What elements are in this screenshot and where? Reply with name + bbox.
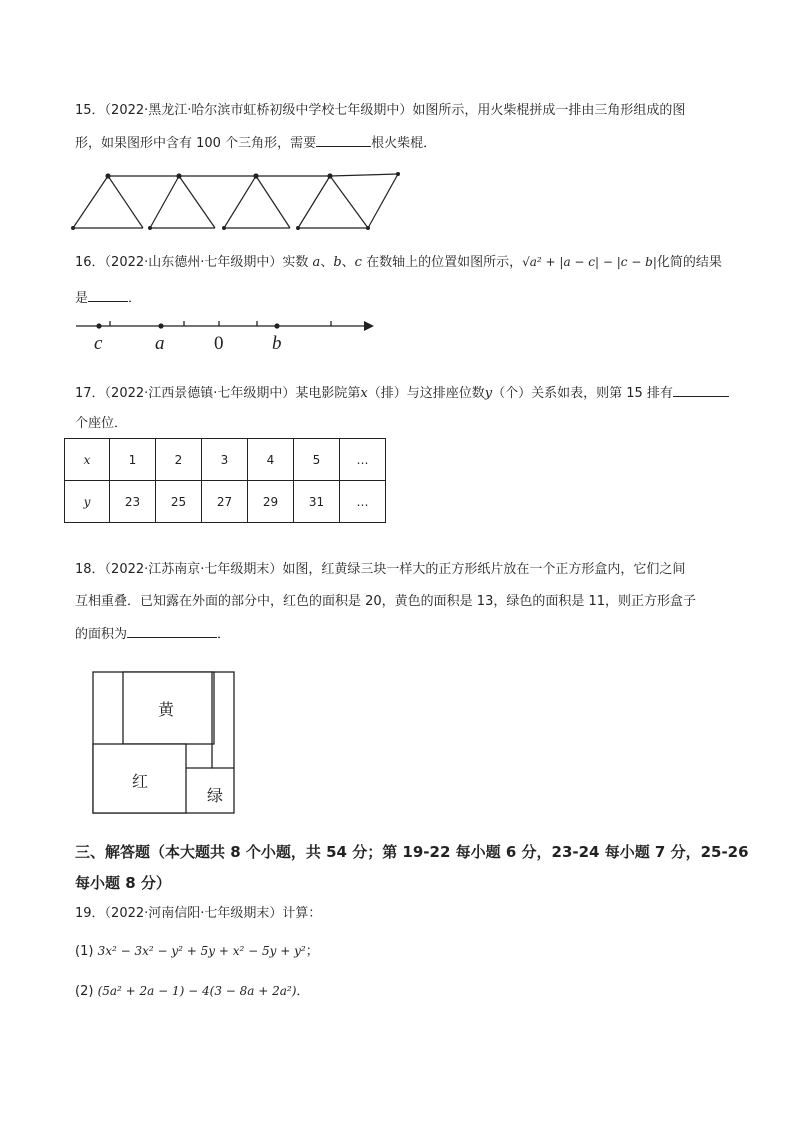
point-a — [158, 323, 163, 328]
q19-part1-label: (1) — [75, 944, 94, 959]
table-cell: 3 — [202, 439, 248, 481]
q18-line1: 18．（2022·江苏南京·七年级期末）如图，红黄绿三块一样大的正方形纸片放在一个正方形盒内，它们之间 — [75, 562, 686, 577]
q19-part2-end: ． — [296, 984, 310, 999]
table-row — [65, 481, 386, 523]
q15-answer-blank — [316, 132, 371, 147]
q19-line1: 19．（2022·河南信阳·七年级期末）计算： — [75, 906, 322, 921]
q17-line1 — [75, 382, 729, 404]
point-c — [96, 323, 101, 328]
axis-label-a: a — [155, 333, 165, 354]
table-cell: 27 — [202, 481, 248, 523]
q18-line3-text-b: ． — [217, 627, 231, 642]
seat-table — [64, 438, 386, 523]
q17-var-y: y — [484, 386, 493, 401]
q15-line2-text-a: 形，如果图形中含有 100 个三角形，需要 — [75, 136, 317, 151]
table-cell: 4 — [248, 439, 294, 481]
q18-answer-blank — [127, 623, 217, 638]
table-row — [65, 439, 386, 481]
q16-expression: √a² + |a − c| − |c − b| — [522, 255, 657, 269]
q17-text-c: （个）关系如表，则第 15 排有 — [492, 386, 673, 401]
number-line — [74, 318, 384, 358]
q16-line2 — [75, 287, 141, 309]
q16-text-c: 化简的结果 — [656, 255, 722, 270]
q16-text-a: 16．（2022·山东德州·七年级期中）实数 — [75, 255, 309, 270]
red-label: 红 — [132, 772, 149, 791]
q16-text-b: 在数轴上的位置如图所示， — [366, 255, 523, 270]
q17-line2: 个座位． — [75, 416, 128, 431]
matchstick-triangles-figure — [68, 168, 408, 228]
q17-answer-blank — [673, 382, 729, 397]
table-cell: 31 — [294, 481, 340, 523]
q15-line2-text-b: 根火柴棍． — [371, 136, 437, 151]
q15-line2 — [75, 132, 436, 154]
q16-line1 — [75, 252, 722, 273]
q19-part1-expression: 3x² − 3x² − y² + 5y + x² − 5y + y² — [97, 944, 306, 958]
q16-var-b: b — [333, 255, 342, 270]
table-cell: 1 — [110, 439, 156, 481]
q16-var-a: a — [312, 255, 321, 270]
section3-title-line1: 三、解答题（本大题共 8 个小题，共 54 分；第 19-22 每小题 6 分，23-24 每小题 7 分，25-26 — [75, 843, 749, 861]
q19-part2-label: (2) — [75, 984, 94, 999]
table-cell: y — [65, 481, 110, 523]
section3-title-line2: 每小题 8 分） — [75, 874, 171, 892]
axis-label-zero: 0 — [214, 333, 224, 354]
q19-part2-expression: (5a² + 2a − 1) − 4(3 − 8a + 2a²) — [97, 984, 297, 998]
q16-var-c: c — [354, 255, 362, 270]
q18-line3 — [75, 623, 230, 645]
table-cell: … — [340, 481, 386, 523]
axis-label-c: c — [94, 333, 103, 354]
axis-label-b: b — [272, 333, 282, 354]
table-cell: x — [65, 439, 110, 481]
green-label: 绿 — [207, 786, 224, 805]
table-cell: 29 — [248, 481, 294, 523]
yellow-label: 黄 — [158, 700, 175, 719]
q16-sep2: 、 — [341, 255, 355, 270]
q18-line3-text-a: 的面积为 — [75, 627, 128, 642]
q17-text-b: （排）与这排座位数 — [367, 386, 485, 401]
q19-part1-end: ； — [305, 944, 319, 959]
table-cell: 25 — [156, 481, 202, 523]
q17-text-a: 17．（2022·江西景德镇·七年级期中）某电影院第 — [75, 386, 361, 401]
q16-sep1: 、 — [320, 255, 334, 270]
q19-part1 — [75, 941, 319, 962]
table-cell: … — [340, 439, 386, 481]
table-cell: 2 — [156, 439, 202, 481]
table-cell: 5 — [294, 439, 340, 481]
point-b — [274, 323, 279, 328]
q17-var-x: x — [360, 386, 368, 401]
number-line-arrow — [364, 321, 374, 331]
q16-answer-blank — [88, 287, 128, 302]
q15-line1: 15．（2022·黑龙江·哈尔滨市虹桥初级中学校七年级期中）如图所示，用火柴棍拼成一排由三角形组成的图 — [75, 103, 686, 118]
table-cell: 23 — [110, 481, 156, 523]
q16-line2-text-b: ． — [128, 291, 142, 306]
q16-line2-text-a: 是 — [75, 291, 89, 306]
q19-part2 — [75, 981, 309, 1002]
q18-line2: 互相重叠．已知露在外面的部分中，红色的面积是 20，黄色的面积是 13，绿色的面积是 11，则正方形盒子 — [75, 594, 697, 609]
